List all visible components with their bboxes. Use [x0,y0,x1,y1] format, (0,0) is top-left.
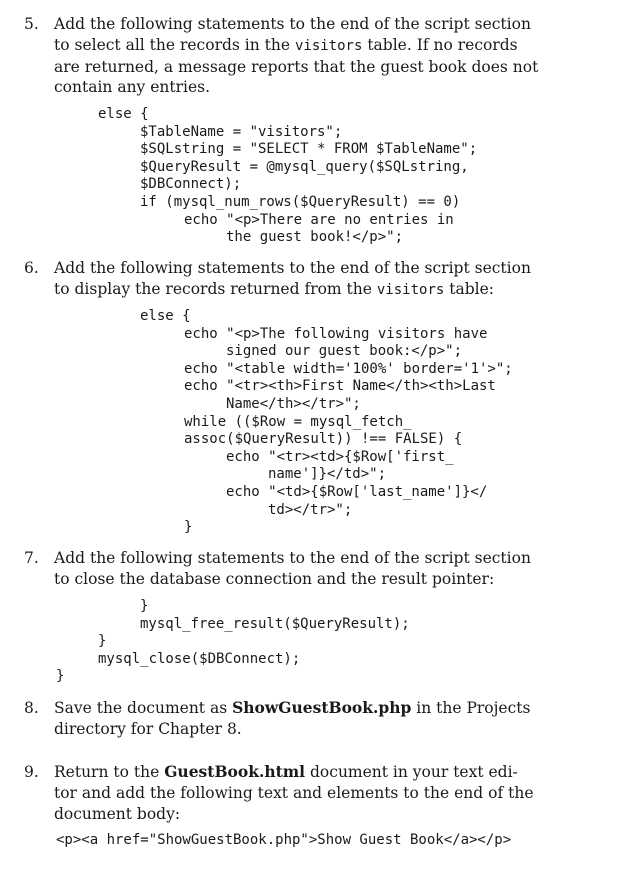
step-text [54,258,614,301]
code-line: Name</th></tr>"; [226,396,361,412]
code-line: } [140,598,149,614]
code-line: assoc($QueryResult)) !== FALSE) { [184,431,463,448]
text-line: contain any entries. [54,78,211,97]
text-line: to close the database connection and the result pointer: [54,569,495,588]
code-line: $DBConnect); [140,176,242,193]
code-line: the guest book!</p>"; [226,229,404,246]
code-line: td></tr>"; [268,501,353,518]
text-line: Add the following statements to the end of the script section [54,549,531,567]
text-line: are returned, a message reports that the guest book does not [54,57,539,76]
step-text [54,14,614,98]
step-text [54,762,614,824]
text-line: document body: [54,804,181,823]
text-line: Return to the GuestBook.html document in your text edi- [54,762,518,781]
text-line: Save the document as ShowGuestBook.php in the Projects [54,698,531,717]
code-line: if (mysql_num_rows($QueryResult) == 0) [140,194,461,210]
step-text [54,698,614,740]
code-line: echo "<p>The following visitors have [184,325,488,342]
step-text [54,548,614,590]
step-number: 8. [24,699,39,717]
code-line: } [56,668,65,685]
code-line: } [98,633,107,650]
code-line: echo "<tr><th>First Name</th><th>Last [184,378,496,395]
code-line: else { [98,106,149,122]
file-name: ShowGuestBook.php [232,698,412,717]
step-number: 6. [24,259,39,277]
text-line: Add the following statements to the end of the script section [54,259,531,277]
text-line: to display the records returned from the visitors table: [54,279,494,298]
code-line: mysql_close($DBConnect); [98,650,301,667]
code-line: mysql_free_result($QueryResult); [140,615,410,632]
code-line: else { [140,308,191,324]
file-name: GuestBook.html [164,762,306,781]
code-line: } [184,519,193,536]
code-line: while (($Row = mysql_fetch_ [184,413,412,430]
inline-code: visitors [294,37,363,54]
code-line: signed our guest book:</p>"; [226,343,463,360]
text-line: tor and add the following text and elements to the end of the [54,783,534,802]
code-line: $TableName = "visitors"; [140,123,343,140]
code-line: $QueryResult = @mysql_query($SQLstring, [140,158,469,175]
code-line: name']}</td>"; [268,466,387,483]
step-number: 9. [24,763,39,781]
code-line: echo "<p>There are no entries in [184,211,454,228]
step-number: 7. [24,549,39,567]
text-line: to select all the records in the visitors table. If no records [54,35,518,54]
code-line: echo "<tr><td>{$Row['first_ [226,448,454,465]
step-number: 5. [24,15,39,33]
code-line: $SQLstring = "SELECT * FROM $TableName"; [140,141,478,158]
code-line: echo "<table width='100%' border='1'>"; [184,360,513,377]
text-line: Add the following statements to the end of the script section [54,15,531,33]
inline-code: visitors [376,281,445,298]
code-line: echo "<td>{$Row['last_name']}</ [226,484,488,500]
text-line: directory for Chapter 8. [54,719,242,738]
code-line: <p><a href="ShowGuestBook.php">Show Guest Book</a></p> [56,832,512,848]
